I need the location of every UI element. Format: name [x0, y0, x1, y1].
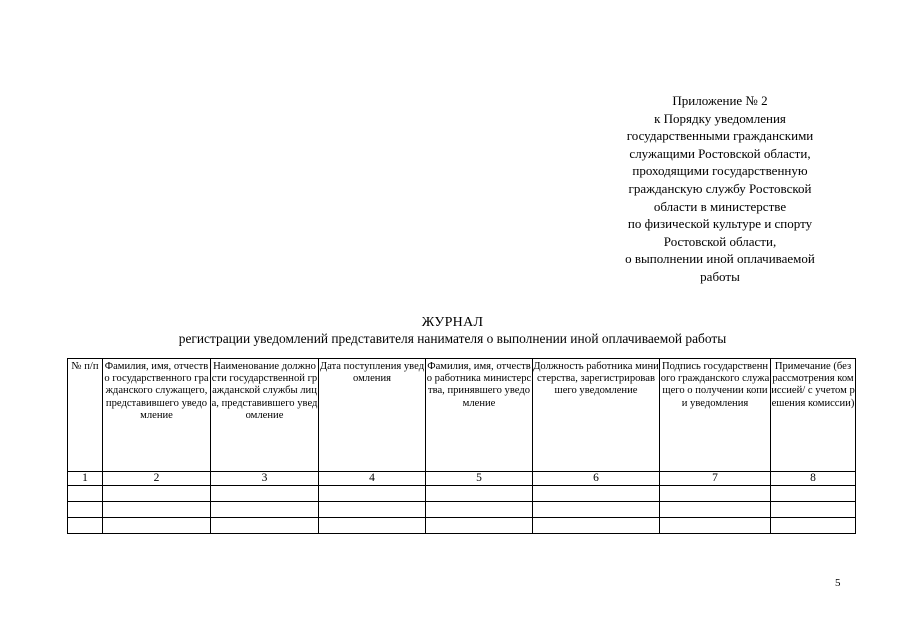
empty-cell [319, 518, 426, 534]
journal-subtitle: регистрации уведомлений представителя нанимателя о выполнении иной оплачиваемой работы [178, 331, 727, 346]
header-cell-receipt-date: Дата поступления уведомления [319, 359, 426, 472]
appendix-line: государственными гражданскими [626, 128, 814, 144]
table-row [68, 518, 856, 534]
empty-cell [771, 502, 856, 518]
page-number: 5 [835, 577, 841, 589]
empty-cell [771, 518, 856, 534]
column-number-cell: 6 [533, 472, 660, 486]
empty-cell [211, 502, 319, 518]
table-row [68, 502, 856, 518]
empty-cell [319, 486, 426, 502]
appendix-line: проходящими государственную [632, 163, 808, 179]
column-number-cell: 5 [426, 472, 533, 486]
appendix-line: о выполнении иной оплачиваемой [625, 251, 815, 267]
appendix-line: Ростовской области, [663, 233, 777, 249]
appendix-block [590, 92, 850, 286]
appendix-line: гражданскую службу Ростовской [628, 180, 812, 196]
empty-cell [660, 486, 771, 502]
header-cell-signature: Подпись государственного гражданского служащего о получении копии уведомления [660, 359, 771, 472]
empty-cell [211, 518, 319, 534]
header-cell-employee-name: Фамилия, имя, отчество государственного гражданского служащего, представившего уведомление [103, 359, 211, 472]
appendix-line: работы [700, 268, 740, 284]
appendix-line: по физической культуре и спорту [627, 216, 813, 232]
empty-cell [426, 486, 533, 502]
empty-cell [103, 518, 211, 534]
header-cell-position: Наименование должности государственной гражданской службы лица, представившего уведомление [211, 359, 319, 472]
empty-cell [68, 502, 103, 518]
column-number-cell: 2 [103, 472, 211, 486]
empty-cell [68, 518, 103, 534]
empty-cell [533, 518, 660, 534]
appendix-line: служащими Ростовской области, [629, 145, 811, 161]
empty-cell [533, 502, 660, 518]
empty-cell [103, 502, 211, 518]
appendix-line: области в министерстве [653, 198, 787, 214]
empty-cell [660, 502, 771, 518]
column-number-cell: 4 [319, 472, 426, 486]
column-number-cell: 7 [660, 472, 771, 486]
header-cell-receiver-name: Фамилия, имя, отчество работника министерства, принявшего уведомление [426, 359, 533, 472]
empty-cell [103, 486, 211, 502]
appendix-line: к Порядку уведомления [654, 110, 786, 126]
header-cell-registrar-position: Должность работника министерства, зарегистрировавшего уведомление [533, 359, 660, 472]
journal-title: ЖУРНАЛ [421, 315, 484, 330]
column-number-cell: 1 [68, 472, 103, 486]
column-number-row [68, 472, 856, 486]
table-header-row [68, 359, 856, 472]
empty-cell [533, 486, 660, 502]
table-row [68, 486, 856, 502]
empty-cell [426, 518, 533, 534]
column-number-cell: 3 [211, 472, 319, 486]
header-cell-note: Примечание (без рассмотрения комиссией/ с учетом решения комиссии) [771, 359, 856, 472]
header-cell-number: № п/п [68, 359, 103, 472]
appendix-line: Приложение № 2 [672, 93, 768, 108]
column-number-cell: 8 [771, 472, 856, 486]
empty-cell [319, 502, 426, 518]
empty-cell [211, 486, 319, 502]
registration-table [67, 358, 856, 534]
empty-cell [426, 502, 533, 518]
empty-cell [68, 486, 103, 502]
empty-cell [771, 486, 856, 502]
empty-cell [660, 518, 771, 534]
